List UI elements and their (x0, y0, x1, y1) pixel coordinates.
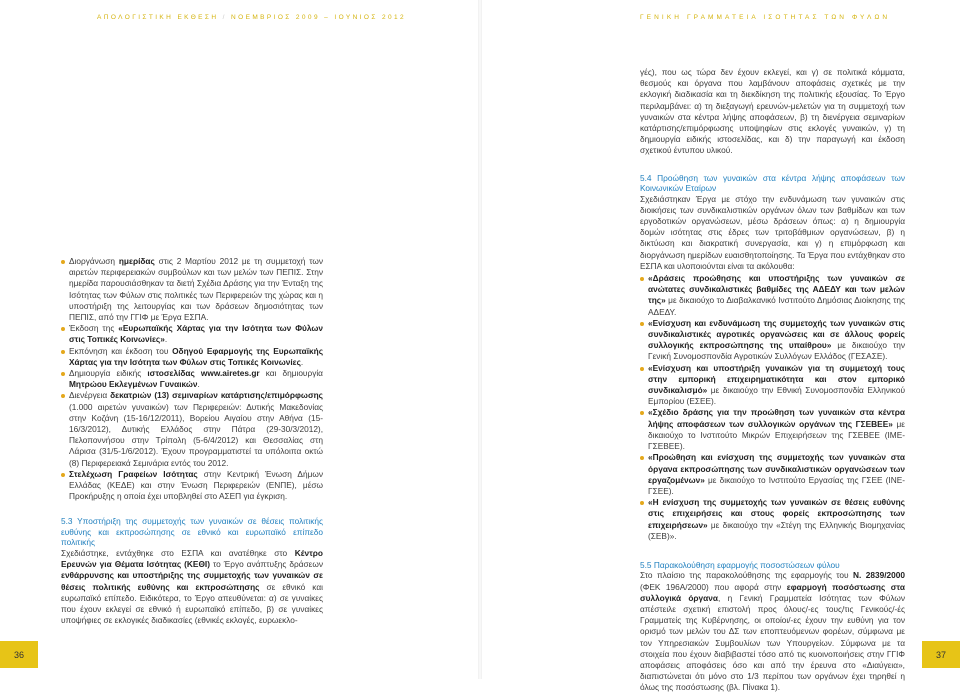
text-run: και δημιουργία (259, 368, 323, 379)
running-header-right: ΓΕΝΙΚΗ ΓΡΑΜΜΑΤΕΙΑ ΙΣΟΤΗΤΑΣ ΤΩΝ ΦΥΛΩΝ (640, 14, 891, 21)
bullet-item (61, 256, 323, 323)
bullet-item (640, 407, 905, 452)
text-run: (ΦΕΚ 196Α/2000) που αφορά στην (640, 581, 787, 592)
text-run: . (300, 356, 304, 367)
bold-text: ενθάρρυνσης και υποστήριξης της συμμετοχής των γυναικών σε θέσεις πολιτικής ευθύνης και εκπροσώπησης (61, 570, 323, 592)
bold-text: ιστοσελίδας www.airetes.gr (147, 368, 260, 379)
report-title: ΑΠΟΛΟΓΙΣΤΙΚΗ ΕΚΘΕΣΗ (97, 14, 219, 21)
page-number-left: 36 (0, 641, 38, 668)
bold-text: «Ενίσχυση και υποστήριξη γυναικών για τη συμμετοχή τους στην εμπορική επιχειρηματικότητα και στον εμπορικό συνδικαλισμό» (648, 362, 905, 396)
text-run: στις 2 Μαρτίου 2012 με τη συμμετοχή των αιρετών περιφερειακών συμβούλων και των μελών των ΠΕΠΙΣ. Στην ημερίδα παρουσιάσθηκαν τα διετή Σχέδια Δράσης για την Ένταξη της Ισότητας των Φύλων στις πολιτικές των Περιφερειών της χώρας και η υποστήριξη της λειτουργίας και των δράσεων δημοσιότητας των ΠΕΠΙΣ, από την ΓΓΙΦ με Έργα ΕΣΠΑ. (69, 256, 323, 323)
section-5-4-paragraph (640, 194, 905, 272)
text-run: με δικαιούχο την «Στέγη της Ελληνικής Βιομηχανίας (ΣΕΒ)». (648, 519, 905, 541)
bold-text: εφαρμογή ποσόστωσης στα συλλογικά όργανα (640, 581, 905, 603)
text-run: με δικαιούχο την Εθνική Συνομοσπονδία Ελληνικού Εμπορίου (ΕΣΕΕ). (648, 385, 905, 407)
bullet-item (61, 469, 323, 503)
text-run: Σχεδιάστηκαν Έργα με στόχο την ενδυνάμωση των γυναικών στις διοικήσεις των συνδικαλιστικών οργάνων όλων των βαθμίδων και των εργοδοτικών οργανώσεων, μέσω δράσεων όπως: α) η δημιουργία δομών ισότητας στις έδρες των τριτοβάθμιων οργανώσεων, β) η δικτύωση και διακρατική συνεργασία, και γ) η επιμόρφωση και διοργάνωση ημερίδων ευαισθητοποίησης. Τα Έργα που εντάχθηκαν στο ΕΣΠΑ και υλοποιούνται είναι τα ακόλουθα: (640, 193, 905, 271)
text-run: Διοργάνωση (69, 256, 119, 266)
text-run: . (197, 379, 200, 390)
text-run: . (164, 334, 168, 345)
text-run: σε εθνικό και ευρωπαϊκό επίπεδο. Ειδικότερα, το Έργο απευθύνεται: α) σε γυναίκες που έχουν εκλεγεί σε εθνικό ή ευρωπαϊκό επίπεδο, β) σε γυναίκες υποψήφιες σε εκλογικές διαδικασίες (εθνικές εκλογές, ευρωεκλο- (61, 581, 323, 626)
bullet-item (640, 363, 905, 408)
bullet-item (640, 497, 905, 542)
bold-text: «Ευρωπαϊκής Χάρτας για την Ισότητα των Φύλων στις Τοπικές Κοινωνίες» (69, 323, 323, 345)
right-column (640, 67, 905, 694)
bold-text: Μητρώου Εκλεγμένων Γυναικών (69, 379, 198, 390)
text-run: , η Γενική Γραμματεία Ισότητας των Φύλων απέστειλε σχετική επιστολή προς όλους/-ες τους/τις Γενικούς/-ές Γραμματείς της Κυβέρνησης, οι οποίοι/-ες έχουν την ευθύνη για τον ορισμό των μελών του ΔΣ των εποπτευόμενων φορέων, σύμφωνα με τον Υπηρεσιακών Συμβουλίων των Υπουργείων. Σύμφωνα με τα στοιχεία που έχουν διαβιβαστεί τόσο από τις κυοινοποιήσεις στην ΓΓΙΦ αποφάσεις αποφάσεις όσο και από την έρευνα στο «Διαύγεια», διαπιστώνεται ότι μόνο στο 1/3 περίπου των οργάνων έχει τηρηθεί η όλως της ποσόστωσης (βλ. Πίνακα 1). (640, 592, 905, 693)
bold-text: «Η ενίσχυση της συμμετοχής των γυναικών σε θέσεις ευθύνης στις επιχειρήσεις και στους φορείς εκπροσώπησης των επιχειρήσεων» (648, 497, 905, 530)
right-bullet-list (640, 273, 905, 542)
text-run: με δικαιούχο το Ινστιτούτο Εργασίας της ΓΣΕΕ (ΙΝΕ-ΓΣΕΕ). (648, 474, 905, 496)
text-run: Σχεδιάστηκε, εντάχθηκε στο ΕΣΠΑ και ανατέθηκε στο (61, 547, 295, 558)
header-separator: / (218, 14, 232, 21)
bold-text: ημερίδας (118, 256, 155, 266)
text-run: Έκδοση της (69, 323, 119, 334)
bullet-item (61, 390, 323, 468)
bold-text: «Προώθηση και ενίσχυση της συμμετοχής των γυναικών στα όργανα εκπροσώπησης των συνδικαλιστικών οργανώσεων των εργαζομένων» (648, 452, 905, 485)
text-run: Στο πλαίσιο της παρακολούθησης της εφαρμογής του (640, 570, 854, 581)
continued-paragraph (640, 67, 905, 157)
section-title-5-4: 5.4 Προώθηση των γυναικών στα κέντρα λήψης αποφάσεων των Κοινωνικών Εταίρων (640, 172, 905, 194)
bold-text: «Ενίσχυση και ενδυνάμωση της συμμετοχής των γυναικών στις συνδικαλιστικές αγροτικές οργανώσεις και σε άλλους φορείς συλλογικής εκπροσώπησης της υπαίθρου» (648, 317, 905, 351)
text-run: στην Κεντρική Ένωση Δήμων Ελλάδας (ΚΕΔΕ) και στην Ένωση Περιφερειών (ΕΝΠΕ), μέσω Προκήρυξης η οποία έχει υποβληθεί στο ΑΣΕΠ για έγκριση. (69, 468, 323, 502)
bold-text: Στελέχωση Γραφείων Ισότητας (69, 468, 198, 479)
bullet-item (640, 318, 905, 363)
text-run: με δικαιούχο την Γενική Συνομοσπονδία Αγροτικών Συλλόγων Ελλάδος (ΓΕΣΑΣΕ). (648, 340, 905, 362)
text-run: Εκπόνηση και έκδοση του (69, 345, 173, 356)
bold-text: Κέντρο Ερευνών για Θέματα Ισότητας (ΚΕΘΙ) (61, 547, 323, 570)
section-title-5-5: 5.5 Παρακολούθηση εφαρμογής ποσοστώσεων φύλου (640, 559, 840, 570)
bullet-item (640, 452, 905, 497)
section-title-5-3: 5.3 Υποστήριξη της συμμετοχής των γυναικών σε θέσεις πολιτικής ευθύνης και εκπροσώπησης σε εθνικό και ευρωπαϊκό επίπεδο πολιτικής (61, 516, 323, 548)
left-bullet-list (61, 256, 323, 502)
left-column (61, 256, 323, 626)
page-number-right: 37 (922, 641, 960, 668)
bullet-item (61, 323, 323, 345)
text-run: γές), που ως τώρα δεν έχουν εκλεγεί, και γ) σε πολιτικά κόμματα, θεσμούς και όργανα που λαμβάνουν αποφάσεις σχετικές με την εκλογική διαδικασία και τη διεκδίκηση της πολιτικής εξουσίας. Το Έργο περιλαμβάνει: α) τη διεξαγωγή ερευνών-μελετών για τη συμμετοχή των γυναικών στα κέντρα λήψης αποφάσεων, β) τη διενέργεια σεμιναρίων κατάρτισης/επιμόρφωσης υποψηφίων στις εκλογές γυναικών, γ) τη δημιουργία ειδικής ιστοσελίδας, και δ) την παραγωγή και έκδοση σχετικού έντυπου υλικού. (640, 67, 905, 156)
text-run: (1.000 αιρετών γυναικών) των Περιφερειών: Δυτικής Μακεδονίας στην Κοζάνη (15-16/12/2011), Βορείου Αιγαίου στην Αθήνα (15-16/3/2012), Δυτικής Ελλάδος στην Πάτρα (29-30/3/2012), Πελοποννήσου στην Τρίπολη (5-6/4/2012) και Θεσσαλίας στη Λάρισα (31/5-1/6/2012). Έχουν προγραμματιστεί τα υπόλοιπα οκτώ (8) Περιφερειακά Σεμινάρια εντός του 2012. (69, 401, 323, 468)
bold-text: «Δράσεις προώθησης και υποστήριξης των γυναικών σε ανώτατες συνδικαλιστικές βαθμίδες της ΑΔΕΔΥ και των μελών της» (648, 273, 905, 306)
bold-text: «Σχέδιο δράσης για την προώθηση των γυναικών στα κέντρα λήψης αποφάσεων των συλλογικών οργάνων της ΓΣΕΒΕΕ» (648, 407, 905, 429)
text-run: το Έργο ανάπτυξης δράσεων (209, 559, 323, 570)
running-header-left (97, 14, 406, 21)
report-period: ΝΟΕΜΒΡΙΟΣ 2009 – ΙΟΥΝΙΟΣ 2012 (231, 14, 407, 21)
section-5-3-paragraph (61, 548, 323, 626)
section-5-5-paragraph (640, 570, 905, 693)
bullet-item (61, 368, 323, 390)
page-fold (478, 0, 482, 679)
bullet-item (640, 273, 905, 318)
text-run: με δικαιούχο το Ινστιτούτο Μικρών Επιχειρήσεων της ΓΣΕΒΕΕ (ΙΜΕ-ΓΣΕΒΕΕ). (648, 418, 905, 452)
text-run: Δημιουργία ειδικής (69, 368, 148, 379)
bold-text: Οδηγού Εφαρμογής της Ευρωπαϊκής Χάρτας για την Ισότητα των Φύλων στις Τοπικές Κοινωνίες (69, 345, 324, 367)
bold-text: Ν. 2839/2000 (853, 570, 905, 581)
text-run: Διενέργεια (69, 390, 111, 401)
text-run: με δικαιούχο το Διαβαλκανικό Ινστιτούτο Δημόσιας Διοίκησης της ΑΔΕΔΥ. (648, 295, 905, 317)
bullet-item (61, 346, 323, 368)
bold-text: δεκατριών (13) σεμιναρίων κατάρτισης/επιμόρφωσης (110, 390, 323, 401)
